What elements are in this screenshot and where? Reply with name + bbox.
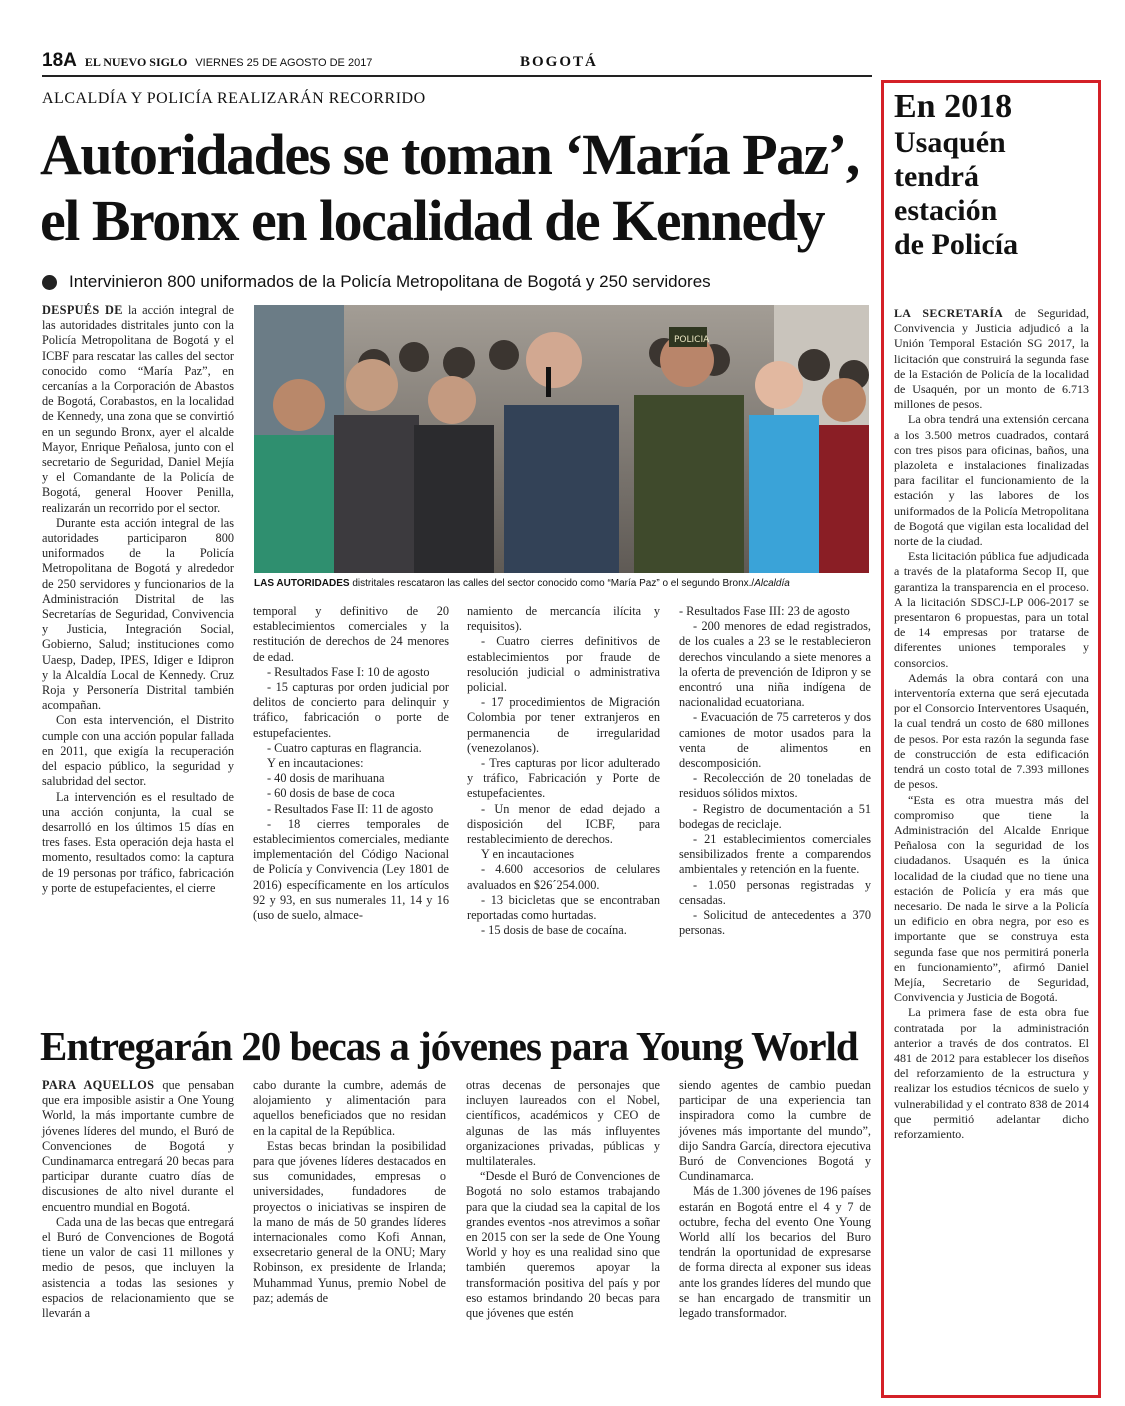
story2-column-4 [679, 1078, 871, 1321]
list-item: - 60 dosis de base de coca [267, 786, 395, 801]
story2-column-3 [466, 1078, 660, 1321]
paragraph: DESPUÉS DE la acción integral de las autoridades distritales junto con la Policía Metropolitana de Bogotá y el ICBF para rescatar las calles del sector conocido como “María Paz”, en cercanías a la Corporación de Abastos de Bogotá, Corabastos, en la localidad de Kennedy, una zona que se convirtió en un segundo Bronx, ayer el alcalde Mayor, Enrique Peñalosa, junto con el secretario de Seguridad, Daniel Mejía y el Comandante de la Policía de Bogotá, general Hoover Penilla, realizarán un recorrido por el sector. [42, 303, 234, 515]
paragraph: La intervención es el resultado de una acción conjunta, la cual se desarrolló en los últimos 15 días en tres fases. Esta operación deja hasta el momento, resultados como: la captura de 19 personas por tráfico, fabricación y porte de estupefacientes, el cierre [42, 789, 234, 895]
story1-column-1 [42, 303, 234, 896]
list-item: - 200 menores de edad registrados, de los cuales a 23 se le restablecieron derechos vinculando a siete menores a la oferta de prevención de Idipron y se encontró una niña indígena de nacionalidad ecuatoriana. [679, 619, 871, 710]
list-item: - 17 procedimientos de Migración Colombia por tener extranjeros en permanencia de irregularidad (venezolanos). [467, 695, 660, 755]
sidebar-headline-line: estación [894, 194, 998, 227]
list-item: - Evacuación de 75 carreteros y dos camiones de motor usados para la venta de alimentos en descomposición. [679, 710, 871, 771]
story1-column-3 [467, 604, 660, 938]
newspaper-name: EL NUEVO SIGLO [84, 55, 188, 69]
list-item: - Recolección de 20 toneladas de residuos sólidos mixtos. [679, 771, 871, 801]
page-number: 18A [42, 50, 77, 71]
paragraph: Durante esta acción integral de las autoridades participaron 800 uniformados de la Policía Metropolitana de Bogotá y alrededor de 250 servidores y funcionarios de la Administración Distrital de las Secretarías de Seguridad, Convivencia y Justicia, Integración Social, Gobierno, Salud; instituciones como Uaesp, Dadep, IPES, Idiger e Idipron y la Alcaldía Local de Kennedy. Cruz Roja y Personería Distrital también acompañan. [42, 515, 234, 713]
story2-column-1 [42, 1078, 234, 1321]
crowd-photo-illustration [254, 305, 869, 573]
paragraph: La obra tendrá una extensión cercana a los 3.500 metros cuadrados, contará con tres pisos para oficinas, baños, una plazoleta e instalaciones finalizadas para facilitar el funcionamiento de la estación y las labores de los uniformados de la Policía Metropolitana de Bogotá que vigilan esta localidad del norte de la ciudad. [894, 412, 1089, 549]
sidebar-headline-line: tendrá [894, 160, 979, 193]
paragraph: Estas becas brindan la posibilidad para que jóvenes líderes destacados en sus comunidades, empresas o universidades, fundadores de proyectos o iniciativas se inspiren de la mano de más de 50 grandes líderes internacionales como Kofi Annan, exsecretario general de la ONU; Mary Robinson, ex presidente de Irlanda; Muhammad Yunus, premio Nobel de paz; además de [253, 1138, 446, 1305]
sidebar-body [894, 306, 1089, 1142]
lead-cap: LA SECRETARÍA [894, 306, 1004, 320]
sidebar-headline-line: En 2018 [894, 88, 1013, 125]
caption-lead: LAS AUTORIDADES [254, 578, 350, 589]
paragraph: “Esta es otra muestra más del compromiso que tiene la Administración del Alcalde Enrique Peñalosa con la seguridad de los ciudadanos. Usaquén es la única localidad de la ciudad que no tiene una estación de Policía y era más que necesario. De nada le sirve a la Policía un edificio en obra negra, por eso es importante que se construya esta segunda fase que nos permitirá ponerla en funcionamiento”, afirmó Daniel Mejía, Secretario de Seguridad, Convivencia y Justicia de Bogotá. [894, 792, 1089, 1005]
list-item: - 13 bicicletas que se encontraban reportadas como hurtadas. [467, 892, 660, 923]
paragraph: PARA AQUELLOS que pensaban que era imposible asistir a One Young World, la más importante cumbre de jóvenes líderes del mundo, el Buró de Convenciones de Bogotá y Cundinamarca entregará 20 becas para participar durante cuatro días de discusiones de alto nivel durante el encuentro mundial en Bogotá. [42, 1078, 234, 1214]
list-item: Y en incautaciones: [267, 756, 364, 771]
list-item: - Resultados Fase III: 23 de agosto [679, 604, 850, 618]
lead-cap: PARA AQUELLOS [42, 1078, 155, 1092]
story-lead [42, 272, 862, 292]
paragraph: La primera fase de esta obra fue contratada por la administración anterior a través de dos contratos. El 481 de 2012 para establecer los diseños del reforzamiento de la estructura y realizar los estudios técnicos de suelo y vulnerabilidad y el contrato 838 de 2014 que permitió adelantar dicho reforzamiento. [894, 1005, 1089, 1141]
issue-date: VIERNES 25 DE AGOSTO DE 2017 [195, 57, 373, 69]
paragraph: Esta licitación pública fue adjudicada a través de la plataforma Secop II, que garantiza la transparencia en el proceso. A la licitación SDSCJ-LP 006-2017 se presentaron 6 propuestas, para un total de 14 empresas por tratarse de diferentes uniones temporales y consorcios. [894, 549, 1089, 670]
header-rule [42, 75, 872, 77]
photo-caption [254, 578, 874, 589]
story-headline: Autoridades se toman ‘María Paz’, el Bronx en localidad de Kennedy [40, 122, 859, 253]
story2-headline: Entregarán 20 becas a jóvenes para Young World [40, 1023, 858, 1069]
list-item: - Solicitud de antecedentes a 370 personas. [679, 908, 871, 938]
list-item: - Resultados Fase II: 11 de agosto [267, 801, 434, 816]
paragraph: “Desde el Buró de Convenciones de Bogotá no solo estamos trabajando para que la ciudad sea la capital de los grandes eventos -nos atrevimos a soñar en 2015 con ser la sede de One Young World y hoy es una realidad sino que también queremos apoyar la transformación positiva del país y por eso estamos brindando 20 becas para que jóvenes que estén [466, 1169, 660, 1321]
paragraph: Con esta intervención, el Distrito cumple con una acción popular fallada en 2011, que exigía la recuperación del espacio público, la seguridad y salubridad del sector. [42, 713, 234, 789]
bullet-icon [42, 275, 57, 290]
list-item: Y en incautaciones [481, 847, 575, 862]
paragraph: Cada una de las becas que entregará el Buró de Convenciones de Bogotá tiene un valor de casi 11 millones y medio de pesos, que incluyen la asistencia a todas las sesiones y espacios de relacionamiento que se llevarán a [42, 1214, 234, 1321]
paragraph: otras decenas de personajes que incluyen laureados con el Nobel, científicos, académicos y CEO de algunas de las más influyentes organizaciones privadas, públicas y multilaterales. [466, 1078, 660, 1169]
paragraph: siendo agentes de cambio puedan participar de una experiencia tan inspiradora como la cumbre de jóvenes más importante del mundo”, dijo Sandra García, directora ejecutiva Buró de Convenciones Bogotá y Cundinamarca. [679, 1078, 871, 1184]
list-item: - 21 establecimientos comerciales sensibilizados frente a comparendos ambientales y retención en la fuente. [679, 832, 871, 877]
list-item: - 1.050 personas registradas y censadas. [679, 877, 871, 907]
list-item: - 4.600 accesorios de celulares avaluados en $26´254.000. [467, 862, 660, 892]
list-item: - Cuatro capturas en flagrancia. [267, 740, 422, 755]
section-name: BOGOTÁ [520, 54, 598, 70]
list-item: - Un menor de edad dejado a disposición del ICBF, para restablecimiento de derechos. [467, 801, 660, 847]
sidebar-headline [894, 88, 1094, 262]
list-item: - 18 cierres temporales de establecimientos comerciales, mediante implementación del Código Nacional de Policía y Convivencia (Ley 1801 de 2016) específicamente en los artículos 92 y 93, en sus numerales 11, 14 y 16 (uso de suelo, almace- [253, 816, 449, 923]
paragraph: namiento de mercancía ilícita y requisitos). [467, 604, 660, 634]
list-item: - 40 dosis de marihuana [267, 771, 385, 786]
paragraph: LA SECRETARÍA de Seguridad, Convivencia y Justicia adjudicó a la Unión Temporal Estación SG 2017, la licitación que construirá la segunda fase de la Estación de Policía de la localidad de Usaquén, por un monto de 6.713 millones de pesos. [894, 306, 1089, 412]
story1-column-2 [253, 604, 449, 923]
story2-column-2 [253, 1078, 446, 1306]
sidebar-headline-line: Usaquén [894, 126, 1006, 159]
sidebar-headline-line: de Policía [894, 228, 1019, 261]
paragraph: Más de 1.300 jóvenes de 196 países estarán en Bogotá entre el 4 y 7 de octubre, fecha del evento One Young World allí los becarios del Buro tendrán la oportunidad de expresarse de forma directa al exponer sus ideas ante los grandes líderes del mundo que se han encargado de transmitir un legado transformador. [679, 1184, 871, 1321]
list-item: - Tres capturas por licor adulterado y tráfico, Fabricación y Porte de estupefacientes. [467, 756, 660, 801]
story-kicker: ALCALDÍA Y POLICÍA REALIZARÁN RECORRIDO [42, 90, 426, 107]
paragraph: cabo durante la cumbre, además de alojamiento y alimentación para aquellos beneficiados que no residan en la capital de la República. [253, 1078, 446, 1138]
caption-credit: Alcaldía [754, 578, 790, 589]
paragraph: Además la obra contará con una interventoría externa que será ejecutada por el Consorcio Interventores Usaquén, la cual tendrá un costo de 680 millones de pesos. Por esta razón la segunda fase de construcción de esta edificación tendrá un costo total de 7.393 millones de pesos. [894, 670, 1089, 792]
page-header [42, 50, 372, 72]
list-item: - 15 capturas por orden judicial por delitos de concierto para delinquir y tráfico, fabricación o porte de estupefacientes. [253, 680, 449, 740]
paragraph: temporal y definitivo de 20 establecimientos comerciales y la restitución de derechos de 24 menores de edad. [253, 604, 449, 664]
caption-text: distritales rescataron las calles del sector conocido como “María Paz” o el segundo Bronx./ [349, 578, 755, 589]
list-item: - Registro de documentación a 51 bodegas de reciclaje. [679, 801, 871, 831]
list-item: - 15 dosis de base de cocaína. [481, 923, 627, 938]
vest-label: POLICIA [674, 335, 710, 345]
news-photo [254, 305, 869, 573]
lead-text: Intervinieron 800 uniformados de la Policía Metropolitana de Bogotá y 250 servidores [69, 272, 711, 291]
list-item: - Resultados Fase I: 10 de agosto [267, 664, 430, 679]
lead-cap: DESPUÉS DE [42, 303, 123, 317]
story1-column-4 [679, 604, 871, 938]
list-item: - Cuatro cierres definitivos de establecimientos por fraude de resolución judicial o administrativa policial. [467, 634, 660, 695]
